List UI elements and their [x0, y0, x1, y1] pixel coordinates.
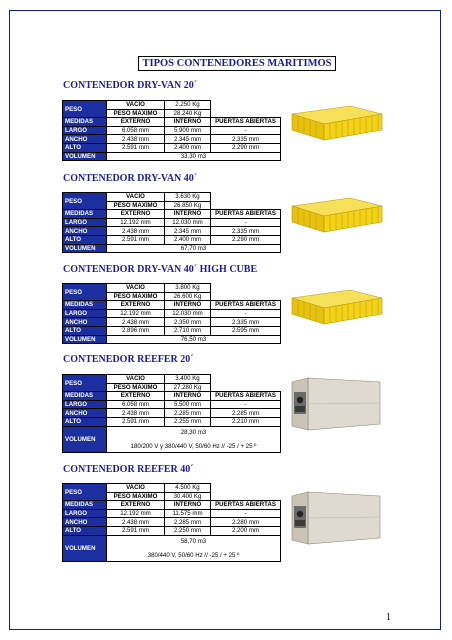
ancho-value: 2.285 mm: [165, 518, 211, 527]
ancho-label: ANCHO: [63, 227, 107, 236]
vacio-value: 4.500 Kg: [165, 484, 211, 493]
puertas-header: PUERTAS ABIERTAS: [211, 301, 281, 310]
peso-max-label: PESO MAXIMO: [107, 492, 165, 501]
alto-value: 2.896 mm: [107, 326, 165, 335]
medidas-header: MEDIDAS: [63, 210, 107, 219]
ancho-value: 2.335 mm: [211, 318, 281, 327]
peso-max-value: 26.850 Kg: [165, 201, 211, 210]
peso-max-label: PESO MAXIMO: [107, 383, 165, 392]
power-spec: 380/440 V, 50/60 Hz // -25 / + 25 º: [147, 551, 240, 559]
vacio-label: VACIO: [107, 284, 165, 293]
ancho-label: ANCHO: [63, 518, 107, 527]
page-number: 1: [386, 612, 391, 623]
dry-van-container-image: [290, 92, 384, 149]
dry-van-container-image: [290, 276, 384, 333]
puertas-header: PUERTAS ABIERTAS: [211, 210, 281, 219]
largo-label: LARGO: [63, 218, 107, 227]
ancho-value: 2.438 mm: [107, 135, 165, 144]
largo-value: -: [211, 126, 281, 135]
interno-header: INTERNO: [165, 501, 211, 510]
alto-value: 2.591 mm: [107, 235, 165, 244]
ancho-value: 2.350 mm: [165, 318, 211, 327]
alto-value: 2.255 mm: [165, 417, 211, 426]
vacio-value: 3.800 Kg: [165, 284, 211, 293]
volumen-text: 58,70 m3: [180, 537, 207, 545]
ancho-value: 2.335 mm: [211, 227, 281, 236]
peso-max-label: PESO MAXIMO: [107, 292, 165, 301]
externo-header: EXTERNO: [107, 210, 165, 219]
medidas-header: MEDIDAS: [63, 501, 107, 510]
interno-header: INTERNO: [165, 210, 211, 219]
reefer-container-image: [290, 374, 382, 439]
alto-label: ALTO: [63, 326, 107, 335]
alto-value: 2.290 mm: [211, 235, 281, 244]
largo-value: 5.900 mm: [165, 126, 211, 135]
section-title: CONTENEDOR DRY-VAN 40´: [63, 173, 198, 184]
peso-label: PESO: [63, 375, 107, 392]
section-title: CONTENEDOR DRY-VAN 20´: [63, 80, 198, 91]
largo-label: LARGO: [63, 509, 107, 518]
externo-header: EXTERNO: [107, 301, 165, 310]
alto-value: 2.400 mm: [165, 143, 211, 152]
peso-label: PESO: [63, 484, 107, 501]
medidas-header: MEDIDAS: [63, 392, 107, 401]
ancho-value: 2.285 mm: [165, 409, 211, 418]
ancho-value: 2.285 mm: [211, 409, 281, 418]
alto-value: 2.591 mm: [107, 417, 165, 426]
largo-label: LARGO: [63, 126, 107, 135]
peso-label: PESO: [63, 193, 107, 210]
largo-value: 12.192 mm: [107, 509, 165, 518]
vacio-value: 3.630 Kg: [165, 193, 211, 202]
externo-header: EXTERNO: [107, 501, 165, 510]
peso-max-label: PESO MAXIMO: [107, 109, 165, 118]
vacio-value: 2.250 Kg: [165, 101, 211, 110]
alto-label: ALTO: [63, 526, 107, 535]
largo-value: 12.192 mm: [107, 218, 165, 227]
ancho-value: 2.438 mm: [107, 318, 165, 327]
volumen-label: VOLUMEN: [63, 244, 107, 253]
alto-value: 2.595 mm: [211, 326, 281, 335]
ancho-value: 2.345 mm: [165, 135, 211, 144]
puertas-header: PUERTAS ABIERTAS: [211, 501, 281, 510]
largo-value: 6.058 mm: [107, 400, 165, 409]
spec-table: [62, 483, 281, 562]
volumen-value: 67,70 m3: [107, 244, 281, 253]
peso-label: PESO: [63, 284, 107, 301]
volumen-value: 76,50 m3: [107, 335, 281, 344]
spec-table: [62, 374, 281, 453]
largo-value: 11.575 mm: [165, 509, 211, 518]
volumen-label: VOLUMEN: [63, 535, 107, 561]
interno-header: INTERNO: [165, 118, 211, 127]
vacio-label: VACIO: [107, 193, 165, 202]
largo-label: LARGO: [63, 400, 107, 409]
peso-max-value: 26.600 Kg: [165, 292, 211, 301]
largo-value: 12.030 mm: [165, 218, 211, 227]
ancho-value: 2.335 mm: [211, 135, 281, 144]
largo-value: 5.500 mm: [165, 400, 211, 409]
alto-value: 2.591 mm: [107, 143, 165, 152]
ancho-label: ANCHO: [63, 135, 107, 144]
section-title: CONTENEDOR REEFER 20´: [63, 354, 194, 365]
alto-value: 2.400 mm: [165, 235, 211, 244]
externo-header: EXTERNO: [107, 118, 165, 127]
volumen-label: VOLUMEN: [63, 152, 107, 161]
section-title: CONTENEDOR DRY-VAN 40´ HIGH CUBE: [63, 264, 258, 275]
alto-value: 2.250 mm: [165, 526, 211, 535]
largo-value: 12.030 mm: [165, 309, 211, 318]
largo-value: 6.058 mm: [107, 126, 165, 135]
largo-value: -: [211, 400, 281, 409]
peso-max-value: 27.280 Kg: [165, 383, 211, 392]
alto-label: ALTO: [63, 235, 107, 244]
largo-label: LARGO: [63, 309, 107, 318]
peso-max-value: 30.400 Kg: [165, 492, 211, 501]
interno-header: INTERNO: [165, 392, 211, 401]
medidas-header: MEDIDAS: [63, 301, 107, 310]
puertas-header: PUERTAS ABIERTAS: [211, 118, 281, 127]
ancho-label: ANCHO: [63, 318, 107, 327]
peso-max-value: 28.240 Kg: [165, 109, 211, 118]
ancho-value: 2.280 mm: [211, 518, 281, 527]
power-spec: 180/200 V y 380/440 V, 50/60 Hz // -25 / + 25 º: [130, 442, 257, 450]
vacio-value: 3.400 Kg: [165, 375, 211, 384]
spec-table: [62, 283, 281, 344]
ancho-value: 2.345 mm: [165, 227, 211, 236]
alto-value: 2.200 mm: [211, 526, 281, 535]
volumen-label: VOLUMEN: [63, 335, 107, 344]
alto-value: 2.210 mm: [211, 417, 281, 426]
volumen-value: [107, 426, 281, 452]
alto-label: ALTO: [63, 417, 107, 426]
externo-header: EXTERNO: [107, 392, 165, 401]
volumen-value: [107, 535, 281, 561]
spec-table: [62, 100, 281, 161]
alto-label: ALTO: [63, 143, 107, 152]
ancho-label: ANCHO: [63, 409, 107, 418]
section-title: CONTENEDOR REEFER 40´: [63, 464, 194, 475]
largo-value: -: [211, 509, 281, 518]
largo-value: -: [211, 309, 281, 318]
volumen-value: 33,30 m3: [107, 152, 281, 161]
medidas-header: MEDIDAS: [63, 118, 107, 127]
vacio-label: VACIO: [107, 101, 165, 110]
ancho-value: 2.438 mm: [107, 227, 165, 236]
page-title: TIPOS CONTENEDORES MARITIMOS: [138, 56, 336, 71]
ancho-value: 2.438 mm: [107, 518, 165, 527]
largo-value: 12.192 mm: [107, 309, 165, 318]
alto-value: 2.591 mm: [107, 526, 165, 535]
ancho-value: 2.438 mm: [107, 409, 165, 418]
puertas-header: PUERTAS ABIERTAS: [211, 392, 281, 401]
alto-value: 2.290 mm: [211, 143, 281, 152]
peso-max-label: PESO MAXIMO: [107, 201, 165, 210]
reefer-container-image: [290, 488, 382, 553]
volumen-text: 28,30 m3: [180, 428, 207, 436]
volumen-label: VOLUMEN: [63, 426, 107, 452]
alto-value: 2.710 mm: [165, 326, 211, 335]
vacio-label: VACIO: [107, 375, 165, 384]
dry-van-container-image: [290, 184, 384, 241]
largo-value: -: [211, 218, 281, 227]
vacio-label: VACIO: [107, 484, 165, 493]
spec-table: [62, 192, 281, 253]
peso-label: PESO: [63, 101, 107, 118]
interno-header: INTERNO: [165, 301, 211, 310]
